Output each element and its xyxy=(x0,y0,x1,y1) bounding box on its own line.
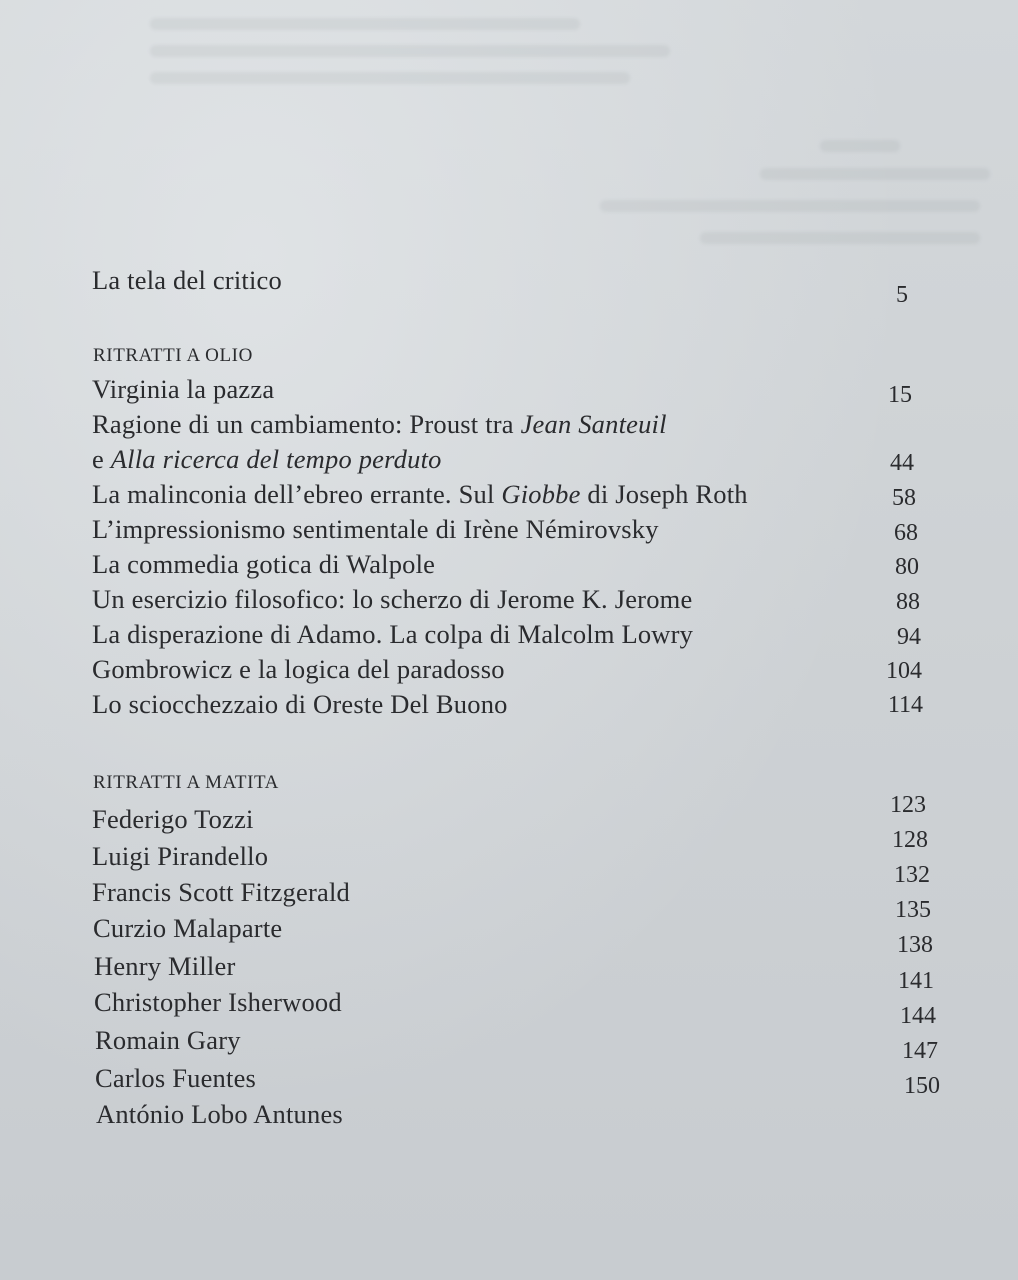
toc-entry-title: António Lobo Antunes xyxy=(96,1099,343,1129)
toc-entry-page: 44 xyxy=(890,450,914,476)
show-through-text xyxy=(0,0,1018,260)
toc-entry-title: Un esercizio filosofico: lo scherzo di Jerome K. Jerome xyxy=(92,584,693,614)
toc-entry-title: Gombrowicz e la logica del paradosso xyxy=(92,654,505,684)
toc-entry-page: 104 xyxy=(886,658,922,684)
toc-entry-page: 114 xyxy=(887,692,923,718)
toc-entry-page: 147 xyxy=(902,1038,938,1064)
toc-entry-title: L’impressionismo sentimentale di Irène Némirovsky xyxy=(92,514,659,544)
toc-entry-page: 5 xyxy=(896,282,908,308)
toc-entry-page: 123 xyxy=(890,792,926,818)
toc-entry-title: La disperazione di Adamo. La colpa di Malcolm Lowry xyxy=(92,619,694,649)
toc-entry-page: 141 xyxy=(898,968,934,994)
toc-entry-title: Ragione di un cambiamento: Proust tra Jean Santeuil xyxy=(92,409,667,439)
toc-entry-page: 88 xyxy=(896,589,920,615)
toc-entry-page: 138 xyxy=(897,932,933,958)
toc-entry-title: La tela del critico xyxy=(92,265,282,295)
toc-entry-title-continued: e Alla ricerca del tempo perduto xyxy=(92,444,442,474)
toc-entry-page: 135 xyxy=(895,897,931,923)
toc-entry-title: Christopher Isherwood xyxy=(94,987,342,1017)
toc-entry-page: 94 xyxy=(897,624,921,650)
toc-entry-title: Curzio Malaparte xyxy=(93,913,283,943)
toc-entry-page: 144 xyxy=(900,1003,936,1029)
toc-entry-page: 150 xyxy=(904,1073,940,1099)
toc-entry-title: Lo sciocchezzaio di Oreste Del Buono xyxy=(92,689,508,719)
toc-entry-title: Virginia la pazza xyxy=(92,374,275,404)
toc-entry-page: 132 xyxy=(894,862,930,888)
toc-entry-page: 15 xyxy=(888,382,912,408)
toc-entry-title: Romain Gary xyxy=(95,1025,241,1055)
toc-entry-title: Henry Miller xyxy=(94,951,236,981)
toc-entry-title: La commedia gotica di Walpole xyxy=(92,549,436,579)
section-heading: RITRATTI A OLIO xyxy=(93,345,253,366)
toc-entry-title: La malinconia dell’ebreo errante. Sul Giobbe di Joseph Roth xyxy=(92,479,748,509)
section-heading: RITRATTI A MATITA xyxy=(93,772,280,793)
toc-entry-title: Luigi Pirandello xyxy=(92,841,269,871)
toc-entry-page: 58 xyxy=(892,485,916,511)
toc-entry-page: 80 xyxy=(895,554,919,580)
toc-entry-page: 68 xyxy=(894,520,918,546)
toc-entry-title: Federigo Tozzi xyxy=(92,804,254,834)
toc-entry-page: 128 xyxy=(892,827,928,853)
toc-entry-title: Francis Scott Fitzgerald xyxy=(92,877,350,907)
toc-entry-title: Carlos Fuentes xyxy=(95,1063,257,1093)
